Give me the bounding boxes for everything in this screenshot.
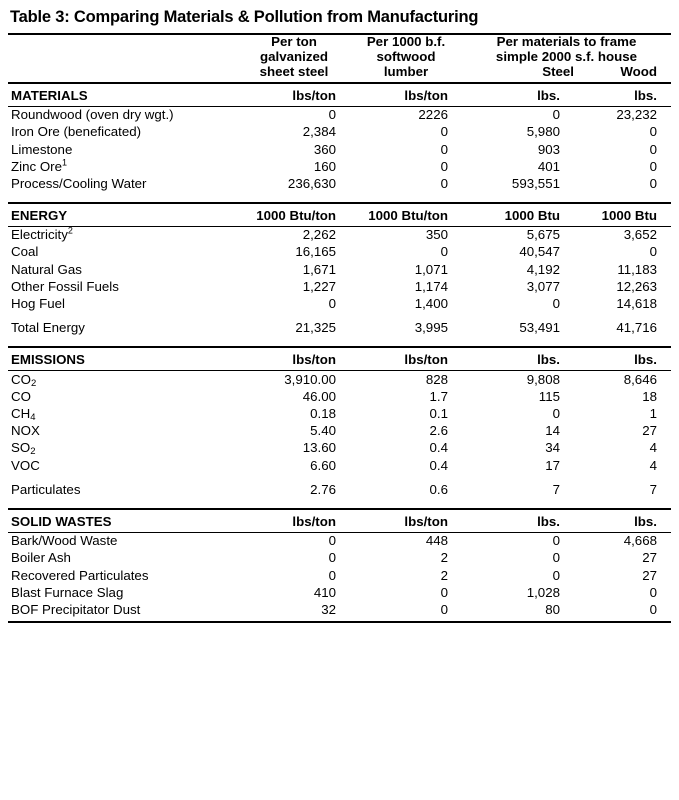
row-value-b: 1,174 — [414, 278, 448, 294]
row-value-d: 4 — [649, 457, 657, 473]
section-title: SOLID WASTES — [8, 509, 238, 533]
row-value-a: 360 — [313, 141, 336, 157]
row-value-c: 5,675 — [462, 226, 574, 244]
header-col-b: Per 1000 b.f. softwood lumber — [350, 34, 462, 83]
row-label: Boiler Ash — [11, 550, 71, 566]
row-value-d: 18 — [642, 388, 657, 404]
page-title: Table 3: Comparing Materials & Pollution from Manufacturing — [10, 8, 479, 26]
row-value-d: 27 — [642, 567, 657, 583]
row-value-d: 41,716 — [616, 320, 657, 336]
row-value-a: 0 — [328, 567, 336, 583]
table-body — [8, 34, 671, 619]
row-value-b: 828 — [350, 371, 462, 389]
row-value-b: 0 — [440, 584, 448, 600]
row-label: Limestone — [11, 141, 73, 157]
row-value-d: 14,618 — [616, 296, 657, 312]
row-value-d: 27 — [642, 550, 657, 566]
section-unit-a: lbs/ton — [238, 509, 350, 533]
row-value-d: 0 — [649, 584, 657, 600]
row-label: BOF Precipitator Dust — [11, 601, 141, 617]
table-row — [8, 481, 671, 498]
row-value-a: 16,165 — [295, 244, 336, 260]
section-unit-b: 1000 Btu/ton — [350, 203, 462, 227]
row-value-b: 0 — [440, 124, 448, 140]
row-label: Blast Furnace Slag — [11, 584, 124, 600]
row-value-c: 0 — [462, 106, 574, 124]
row-value-d: 8,646 — [574, 371, 671, 389]
table-row — [8, 584, 671, 601]
row-label: Coal — [11, 244, 39, 260]
section-spacer — [8, 337, 671, 347]
row-value-a: 0 — [328, 550, 336, 566]
row-value-c: 40,547 — [519, 244, 560, 260]
table-row — [8, 244, 671, 261]
table-row — [8, 158, 671, 175]
row-value-c: 80 — [545, 601, 560, 617]
row-label: Natural Gas — [11, 261, 82, 277]
row-value-a: 0 — [328, 296, 336, 312]
table-row — [8, 261, 671, 278]
row-value-d: 0 — [649, 124, 657, 140]
column-header-row — [8, 34, 671, 83]
section-title: EMISSIONS — [8, 347, 238, 371]
table-row — [8, 532, 671, 550]
table-row — [8, 124, 671, 141]
section-unit-b: lbs/ton — [350, 509, 462, 533]
row-label: $CO_2$ — [8, 371, 238, 389]
section-header-solid-wastes — [8, 509, 671, 533]
row-label: Recovered Particulates — [11, 567, 149, 583]
row-value-c: 53,491 — [519, 320, 560, 336]
chemical-subscript: 2 — [30, 446, 36, 458]
row-value-c: 9,808 — [462, 371, 574, 389]
section-title: MATERIALS — [8, 83, 238, 107]
row-value-d: 27 — [642, 423, 657, 439]
table-row — [8, 226, 671, 244]
section-unit-c: lbs. — [462, 509, 574, 533]
row-value-a: 13.60 — [302, 440, 336, 456]
row-value-d: 0 — [649, 176, 657, 192]
row-value-a: 32 — [321, 601, 336, 617]
row-value-b: 2226 — [350, 106, 462, 124]
footnote-marker: 1 — [61, 157, 67, 168]
row-label: $SO_2$ — [11, 440, 36, 458]
row-label: Hog Fuel — [11, 296, 65, 312]
row-value-c: 0 — [552, 567, 560, 583]
row-value-b: 0.6 — [429, 481, 448, 497]
row-value-d: 12,263 — [616, 278, 657, 294]
table-row — [8, 371, 671, 389]
row-value-b: 0 — [440, 141, 448, 157]
row-value-b: 1,400 — [414, 296, 448, 312]
table-row — [8, 601, 671, 618]
row-value-a: 21,325 — [295, 320, 336, 336]
row-label: Electricity$^2$ — [8, 226, 238, 244]
row-value-c: 593,551 — [511, 176, 560, 192]
row-value-d: 0 — [649, 141, 657, 157]
section-unit-b: lbs/ton — [350, 83, 462, 107]
row-value-d: 23,232 — [574, 106, 671, 124]
row-value-c: 5,980 — [526, 124, 560, 140]
row-label: Particulates — [11, 481, 81, 497]
row-value-b: 1.7 — [429, 388, 448, 404]
section-unit-a: 1000 Btu/ton — [238, 203, 350, 227]
row-label: Process/Cooling Water — [11, 176, 147, 192]
row-label: CO — [11, 388, 31, 404]
section-spacer — [8, 193, 671, 203]
row-value-b: 0.4 — [429, 440, 448, 456]
chemical-subscript: 4 — [30, 412, 36, 424]
row-value-a: 2,262 — [238, 226, 350, 244]
row-value-a: 0 — [238, 106, 350, 124]
row-value-d: 11,183 — [617, 261, 657, 277]
row-value-b: 2 — [440, 567, 448, 583]
row-value-c: 0 — [552, 550, 560, 566]
header-col-a: Per ton galvanized sheet steel — [238, 34, 350, 83]
table-row — [8, 406, 671, 423]
row-value-c: 4,192 — [526, 261, 560, 277]
row-label: Other Fossil Fuels — [11, 278, 119, 294]
row-value-d: 7 — [649, 481, 657, 497]
table-row-total — [8, 320, 671, 337]
table-row — [8, 440, 671, 457]
row-value-a: 410 — [313, 584, 336, 600]
table-row — [8, 296, 671, 313]
section-header-emissions — [8, 347, 671, 371]
row-value-a: 46.00 — [302, 388, 336, 404]
section-unit-c: 1000 Btu — [462, 203, 574, 227]
row-value-d: 3,652 — [574, 226, 671, 244]
row-label: Zinc Ore$^1$ — [11, 157, 67, 174]
row-value-d: 4,668 — [574, 532, 671, 550]
table-row — [8, 423, 671, 440]
table-row — [8, 176, 671, 193]
row-value-c: 17 — [545, 457, 560, 473]
chemical-subscript: 2 — [30, 377, 37, 389]
table-row — [8, 278, 671, 295]
footnote-marker: 2 — [67, 225, 73, 236]
section-title: ENERGY — [8, 203, 238, 227]
row-value-c: 115 — [538, 388, 560, 404]
row-value-b: 3,995 — [414, 320, 448, 336]
row-value-c: 0 — [552, 296, 560, 312]
table-row — [8, 457, 671, 474]
row-value-a: 0.18 — [310, 406, 336, 422]
row-value-b: 2.6 — [429, 423, 448, 439]
header-col-cd-group: Per materials to frame simple 2000 s.f. house Steel Wood — [462, 34, 671, 83]
row-value-d: 4 — [649, 440, 657, 456]
row-value-a: 3,910.00 — [238, 371, 350, 389]
section-unit-c: lbs. — [462, 347, 574, 371]
row-value-d: 0 — [649, 158, 657, 174]
header-col-d: Wood — [620, 63, 657, 79]
section-unit-c: lbs. — [462, 83, 574, 107]
row-value-a: 236,630 — [287, 176, 336, 192]
row-value-b: 0.4 — [429, 457, 448, 473]
section-unit-b: lbs/ton — [350, 347, 462, 371]
section-unit-a: lbs/ton — [238, 347, 350, 371]
row-value-a: 2.76 — [310, 481, 336, 497]
table-row — [8, 141, 671, 158]
row-value-a: 2,384 — [302, 124, 336, 140]
row-value-b: 350 — [350, 226, 462, 244]
row-value-a: 1,671 — [302, 261, 336, 277]
row-label: $CH_4$ — [11, 406, 36, 424]
table-row — [8, 550, 671, 567]
row-value-c: 0 — [552, 406, 560, 422]
row-value-c: 34 — [545, 440, 560, 456]
row-value-b: 0 — [440, 176, 448, 192]
section-spacer — [8, 499, 671, 509]
table-row — [8, 388, 671, 405]
row-value-b: 1,071 — [414, 261, 448, 277]
header-col-c: Steel — [542, 63, 574, 79]
header-empty-cell — [8, 34, 238, 83]
row-label: NOX — [11, 423, 40, 439]
row-value-b: 0.1 — [429, 406, 448, 422]
section-unit-d: lbs. — [574, 509, 671, 533]
row-value-b: 0 — [440, 244, 448, 260]
row-value-d: 0 — [649, 244, 657, 260]
row-spacer — [8, 474, 671, 481]
row-value-b: 0 — [440, 158, 448, 174]
row-value-c: 7 — [552, 481, 560, 497]
row-label: Total Energy — [11, 320, 85, 336]
row-value-a: 6.60 — [310, 457, 336, 473]
table-row — [8, 106, 671, 124]
comparison-table — [8, 33, 671, 619]
row-label: Iron Ore (beneficated) — [11, 124, 142, 140]
section-header-energy — [8, 203, 671, 227]
row-value-a: 1,227 — [302, 278, 336, 294]
section-unit-d: 1000 Btu — [574, 203, 671, 227]
row-value-c: 3,077 — [526, 278, 560, 294]
row-value-b: 0 — [440, 601, 448, 617]
row-value-c: 14 — [545, 423, 560, 439]
row-value-c: 1,028 — [526, 584, 560, 600]
row-value-c: 903 — [537, 141, 560, 157]
table-row — [8, 567, 671, 584]
row-label: Bark/Wood Waste — [8, 532, 238, 550]
row-label: Roundwood (oven dry wgt.) — [8, 106, 238, 124]
row-spacer — [8, 313, 671, 320]
row-value-a: 160 — [313, 158, 336, 174]
row-value-c: 0 — [462, 532, 574, 550]
row-value-a: 0 — [238, 532, 350, 550]
row-value-d: 1 — [649, 406, 657, 422]
row-value-c: 401 — [537, 158, 560, 174]
row-value-a: 5.40 — [310, 423, 336, 439]
row-value-b: 2 — [440, 550, 448, 566]
row-value-d: 0 — [649, 601, 657, 617]
section-unit-a: lbs/ton — [238, 83, 350, 107]
row-label: VOC — [11, 457, 40, 473]
row-value-b: 448 — [350, 532, 462, 550]
section-unit-d: lbs. — [574, 83, 671, 107]
section-header-materials — [8, 83, 671, 107]
table-bottom-rule — [8, 621, 671, 623]
section-unit-d: lbs. — [574, 347, 671, 371]
